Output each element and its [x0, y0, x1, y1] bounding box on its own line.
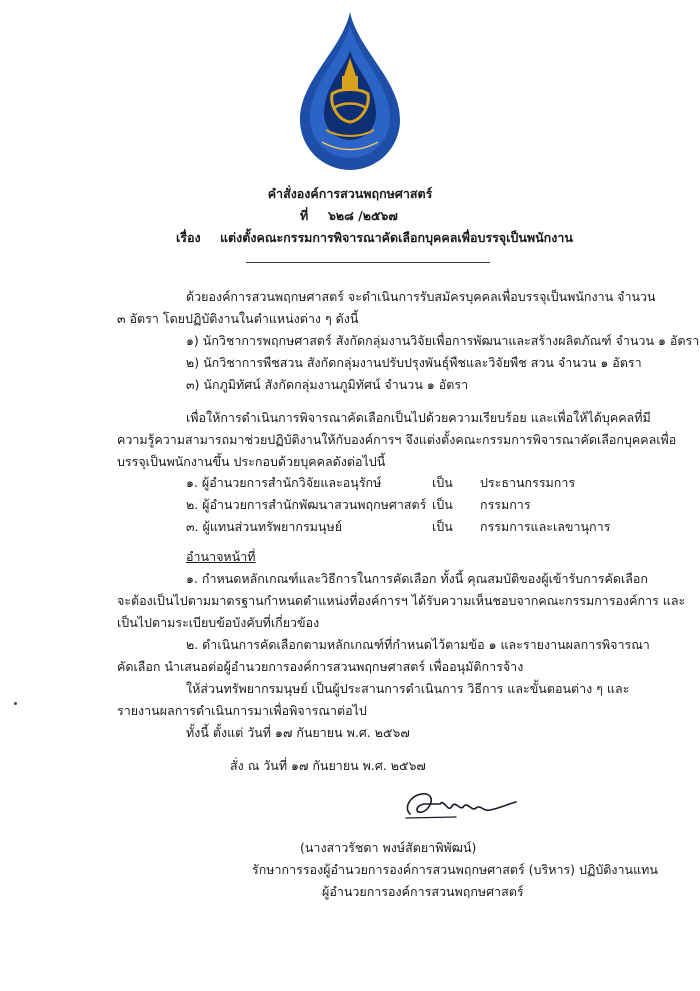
purpose-line-3: บรรจุเป็นพนักงานขึ้น ประกอบด้วยบุคคลดังต่อไปนี้ [117, 454, 386, 469]
signatory-name: (นางสาวรัชดา พงษ์สัตยาพิพัฒน์) [300, 840, 477, 855]
duty-1-line-3: เป็นไปตามระเบียบข้อบังคับที่เกี่ยวข้อง [117, 615, 320, 630]
org-title: คำสั่งองค์การสวนพฤกษศาสตร์ [267, 186, 433, 201]
intro-line-2: ๓ อัตรา โดยปฏิบัติงานในตำแหน่งต่าง ๆ ดังนี้ [117, 311, 359, 326]
purpose-line-2: ความรู้ความสามารถมาช่วยปฏิบัติงานให้กับองค์การฯ จึงแต่งตั้งคณะกรรมการพิจารณาคัดเลือกบุคคลเพื่อ [117, 432, 677, 447]
committee-member: ๑. ผู้อำนวยการสำนักวิจัยและอนุรักษ์ [186, 475, 382, 490]
duty-1-line-1: ๑. กำหนดหลักเกณฑ์และวิธีการในการคัดเลือก ทั้งนี้ คุณสมบัติของผู้เข้ารับการคัดเลือก [186, 571, 648, 586]
handwritten-signature [396, 788, 520, 822]
subject-text: แต่งตั้งคณะกรรมการพิจารณาคัดเลือกบุคคลเพื่อบรรจุเป็นพนักงาน [220, 230, 573, 245]
committee-member: ๓. ผู้แทนส่วนทรัพยากรมนุษย์ [186, 519, 343, 534]
position-item: ๑) นักวิชาการพฤกษศาสตร์ สังกัดกลุ่มงานวิจัยเพื่อการพัฒนาและสร้างผลิตภัณฑ์ จำนวน ๑ อัตรา [186, 333, 700, 348]
intro-line-1: ด้วยองค์การสวนพฤกษศาสตร์ จะดำเนินการรับสมัครบุคคลเพื่อบรรจุเป็นพนักงาน จำนวน [186, 289, 656, 304]
committee-role: กรรมการ [480, 497, 531, 512]
margin-mark [14, 702, 17, 705]
order-number: ๖๒๘ /๒๕๖๗ [328, 208, 398, 223]
botanical-garden-emblem-logo [296, 10, 404, 172]
effective-date: ทั้งนี้ ตั้งแต่ วันที่ ๑๗ กันยายน พ.ศ. ๒๕๖๗ [186, 725, 410, 740]
committee-as: เป็น [432, 497, 453, 512]
duty-2-line-1: ๒. ดำเนินการคัดเลือกตามหลักเกณฑ์ที่กำหนดไว้ตามข้อ ๑ และรายงานผลการพิจารณา [186, 637, 650, 652]
duty-2-line-2: คัดเลือก นำเสนอต่อผู้อำนวยการองค์การสวนพฤกษศาสตร์ เพื่ออนุมัติการจ้าง [117, 659, 524, 674]
duty-1-line-2: จะต้องเป็นไปตามมาตรฐานกำหนดตำแหน่งที่องค์การฯ ได้รับความเห็นชอบจากคณะกรรมการองค์การ และ [117, 593, 686, 608]
duties-heading: อำนาจหน้าที่ [186, 549, 256, 564]
ordered-date: สั่ง ณ วันที่ ๑๗ กันยายน พ.ศ. ๒๕๖๗ [230, 758, 426, 773]
committee-as: เป็น [432, 519, 453, 534]
committee-as: เป็น [432, 475, 453, 490]
committee-member: ๒. ผู้อำนวยการสำนักพัฒนาสวนพฤกษศาสตร์ [186, 497, 427, 512]
position-item: ๓) นักภูมิทัศน์ สังกัดกลุ่มงานภูมิทัศน์ จำนวน ๑ อัตรา [186, 377, 469, 392]
committee-role: กรรมการและเลขานุการ [480, 519, 611, 534]
subject-label: เรื่อง [176, 230, 201, 245]
order-number-label: ที่ [300, 208, 309, 223]
signatory-title-1: รักษาการรองผู้อำนวยการองค์การสวนพฤกษศาสตร์ (บริหาร) ปฏิบัติงานแทน [252, 862, 658, 877]
committee-role: ประธานกรรมการ [480, 475, 576, 490]
signatory-title-2: ผู้อำนวยการองค์การสวนพฤกษศาสตร์ [322, 884, 524, 899]
header-divider [246, 262, 490, 263]
purpose-line-1: เพื่อให้การดำเนินการพิจารณาคัดเลือกเป็นไปด้วยความเรียบร้อย และเพื่อให้ได้บุคคลที่มี [186, 410, 651, 425]
assign-line-1: ให้ส่วนทรัพยากรมนุษย์ เป็นผู้ประสานการดำเนินการ วิธีการ และขั้นตอนต่าง ๆ และ [186, 681, 630, 696]
assign-line-2: รายงานผลการดำเนินการมาเพื่อพิจารณาต่อไป [117, 703, 367, 718]
position-item: ๒) นักวิชาการพืชสวน สังกัดกลุ่มงานปรับปรุงพันธุ์พืชและวิจัยพืช สวน จำนวน ๑ อัตรา [186, 355, 642, 370]
